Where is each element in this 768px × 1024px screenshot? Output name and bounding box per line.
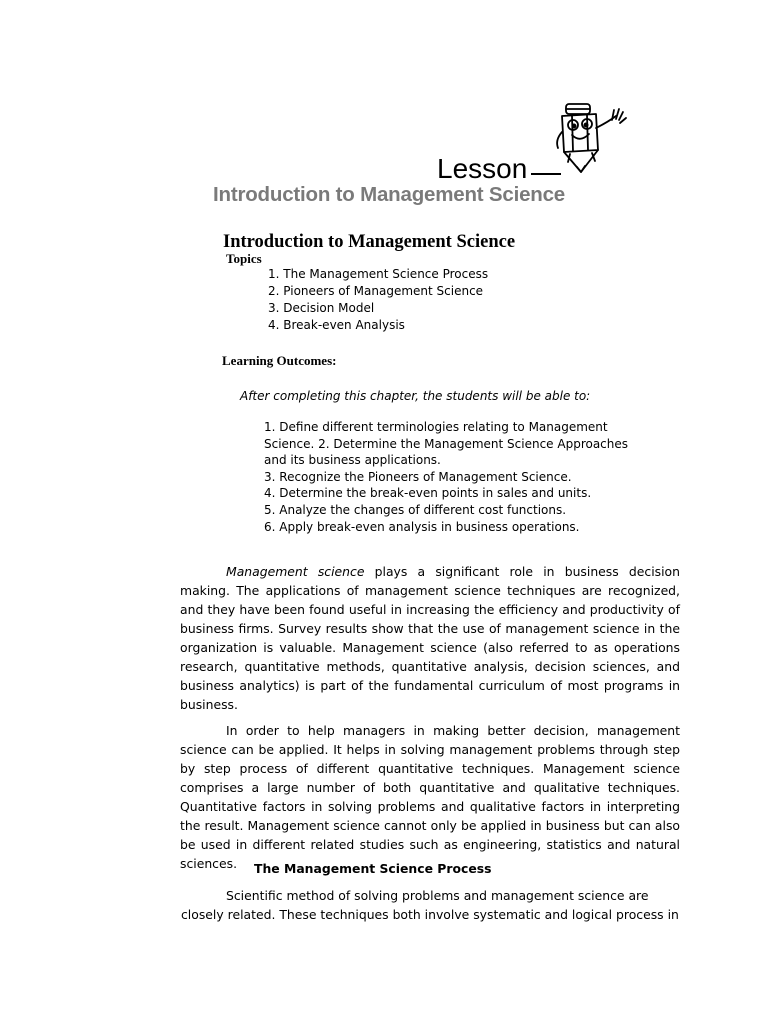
- paragraph-line: Scientific method of solving problems and management science are: [226, 888, 649, 903]
- topic-item: 1. The Management Science Process: [268, 267, 489, 281]
- topic-item: 3. Decision Model: [268, 301, 375, 315]
- body-paragraph: [180, 721, 680, 873]
- learning-outcomes-intro: After completing this chapter, the students will be able to:: [240, 389, 591, 403]
- term-management-science: Management science: [226, 564, 365, 579]
- outcome-line: 5. Analyze the changes of different cost functions.: [264, 502, 567, 517]
- topic-item: 4. Break-even Analysis: [268, 318, 405, 332]
- banner-subtitle: Introduction to Management Science: [213, 183, 565, 206]
- topics-heading: Topics: [226, 251, 262, 266]
- section-heading: The Management Science Process: [254, 861, 492, 876]
- topics-list: [268, 266, 488, 334]
- page-title: Introduction to Management Science: [223, 232, 516, 252]
- learning-outcomes-heading: Learning Outcomes:: [222, 353, 337, 368]
- paragraph-text: plays a significant role in business decision making. The applications of management science techniques are recognized, and they have been found useful in increasing the efficiency and productivity of business firms. Survey results show that the use of management science in the organization is valuable. Management science (also referred to as operations research, quantitative methods, quantitative analysis, decision sciences, and business analytics) is part of the fundamental curriculum of most programs in business.: [180, 564, 680, 712]
- learning-outcomes-list: [264, 419, 628, 535]
- topic-item: 2. Pioneers of Management Science: [268, 284, 484, 298]
- pencil-mascot-icon: [550, 98, 632, 180]
- paragraph-line: closely related. These techniques both involve systematic and logical process in: [181, 907, 679, 922]
- paragraph-text: In order to help managers in making better decision, management science can be applied. It helps in solving management problems through step by step process of different quantitative techniques. Management science comprises a large number of both quantitative and qualitative techniques. Quantitative factors in solving problems and qualitative factors in interpreting the result. Management science cannot only be applied in business but can also be used in different related studies such as engineering, statistics and natural sciences.: [180, 723, 680, 871]
- lesson-label: Lesson: [437, 153, 528, 184]
- outcome-line: 3. Recognize the Pioneers of Management Science.: [264, 469, 572, 484]
- outcome-line: 1. Define different terminologies relating to Management: [264, 420, 608, 434]
- lesson-underline: [531, 173, 561, 175]
- outcome-line: 6. Apply break-even analysis in business operations.: [264, 519, 580, 534]
- outcome-line: Science. 2. Determine the Management Science Approaches: [264, 436, 629, 451]
- body-paragraph: [180, 562, 680, 714]
- outcome-line: and its business applications.: [264, 453, 441, 468]
- outcome-line: 4. Determine the break-even points in sales and units.: [264, 486, 592, 501]
